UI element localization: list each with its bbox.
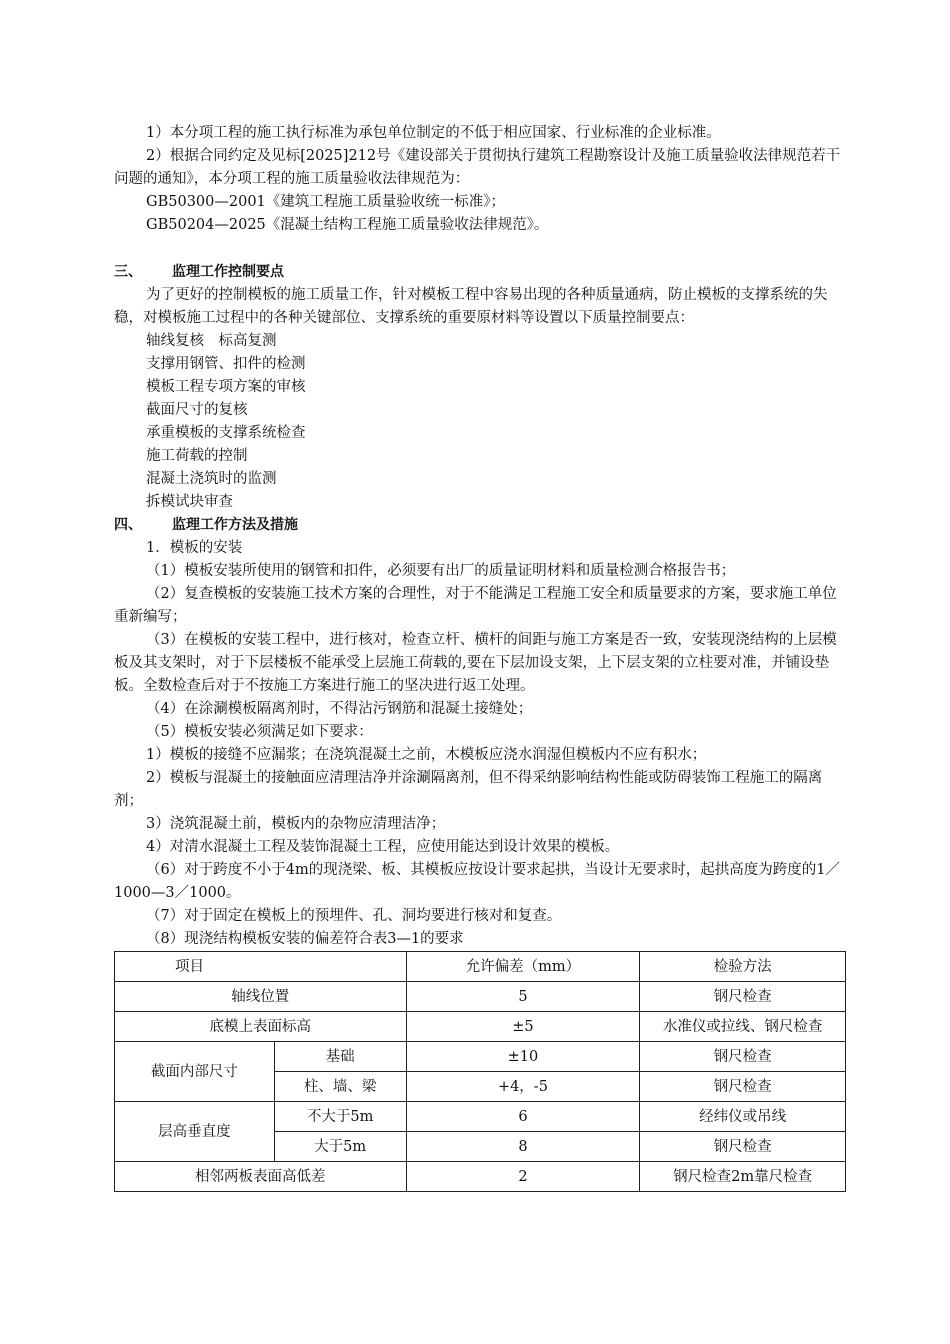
section-heading-4 bbox=[114, 514, 844, 537]
table-cell: 6 bbox=[406, 1102, 640, 1132]
table-cell: 钢尺检查 bbox=[640, 982, 846, 1012]
control-point: 模板工程专项方案的审核 bbox=[146, 379, 306, 395]
paragraph: （4）在涂涮模板隔离剂时，不得沾污钢筋和混凝土接缝处； bbox=[146, 701, 533, 717]
table-cell: 水准仪或拉线、钢尺检查 bbox=[640, 1012, 846, 1042]
table-cell: 底模上表面标高 bbox=[115, 1012, 407, 1042]
paragraph: 4）对清水混凝土工程及装饰混凝土工程，应使用能达到设计效果的模板。 bbox=[146, 839, 620, 855]
document-content bbox=[114, 122, 844, 1192]
table-cell: 轴线位置 bbox=[115, 982, 407, 1012]
section-heading-3 bbox=[114, 261, 844, 284]
paragraph: （8）现浇结构模板安装的偏差符合表3—1的要求 bbox=[146, 931, 464, 947]
table-cell: 钢尺检查2m靠尺检查 bbox=[640, 1162, 846, 1192]
paragraph: （3）在模板的安装工程中，进行核对，检查立杆、横杆的间距与施工方案是否一致，安装现浇结构的上层模板及其支架时，对于下层楼板不能承受上层施工荷载的,要在下层加设支架，上下层支架的立柱要对准，并铺设垫板。全数检查后对于不按施工方案进行施工的坚决进行返工处理。 bbox=[114, 632, 837, 694]
paragraph: 3）浇筑混凝土前，模板内的杂物应清理洁净； bbox=[146, 816, 446, 832]
table-header-cell: 允许偏差（mm） bbox=[406, 952, 640, 982]
table-row bbox=[115, 1012, 846, 1042]
paragraph: GB50204—2025《混凝土结构工程施工质量验收法律规范》。 bbox=[146, 217, 549, 233]
control-point: 承重模板的支撑系统检查 bbox=[146, 425, 306, 441]
spacer bbox=[114, 237, 844, 261]
control-point: 拆模试块审查 bbox=[146, 494, 233, 510]
paragraph: 1．模板的安装 bbox=[146, 540, 243, 556]
paragraph: 1）本分项工程的施工执行标准为承包单位制定的不低于相应国家、行业标准的企业标准。 bbox=[146, 125, 721, 141]
table-cell: 2 bbox=[406, 1162, 640, 1192]
section-number: 四、 bbox=[114, 517, 142, 533]
paragraph: （5）模板安装必须满足如下要求： bbox=[146, 724, 373, 740]
paragraph: 2）根据合同约定及见标[2025]212号《建设部关于贯彻执行建筑工程勘察设计及施工质量验收法律规范若干问题的通知》，本分项工程的施工质量验收法律规范为： bbox=[114, 148, 841, 187]
table-header-row bbox=[115, 952, 846, 982]
table-cell: 钢尺检查 bbox=[640, 1072, 846, 1102]
table-group-label: 层高垂直度 bbox=[115, 1102, 275, 1162]
control-point: 支撑用钢管、扣件的检测 bbox=[146, 356, 306, 372]
table-cell: 大于5m bbox=[274, 1132, 406, 1162]
table-row bbox=[115, 1102, 846, 1132]
table-row bbox=[115, 982, 846, 1012]
table-cell: ±5 bbox=[406, 1012, 640, 1042]
table-header-cell: 项目 bbox=[115, 952, 407, 982]
table-cell: 不大于5m bbox=[274, 1102, 406, 1132]
paragraph: （7）对于固定在模板上的预埋件、孔、洞均要进行核对和复查。 bbox=[146, 908, 562, 924]
control-point: 轴线复核 标高复测 bbox=[146, 333, 277, 349]
table-cell: 柱、墙、梁 bbox=[274, 1072, 406, 1102]
control-point: 施工荷载的控制 bbox=[146, 448, 248, 464]
section-title: 监理工作方法及措施 bbox=[172, 517, 298, 533]
control-point: 截面尺寸的复核 bbox=[146, 402, 248, 418]
table-header-cell: 检验方法 bbox=[640, 952, 846, 982]
table-cell: +4，-5 bbox=[406, 1072, 640, 1102]
table-cell: 钢尺检查 bbox=[640, 1132, 846, 1162]
table-group-label: 截面内部尺寸 bbox=[115, 1042, 275, 1102]
paragraph: 1）模板的接缝不应漏浆；在浇筑混凝土之前，木模板应浇水润湿但模板内不应有积水； bbox=[146, 747, 707, 763]
table-cell: 经纬仪或吊线 bbox=[640, 1102, 846, 1132]
paragraph: GB50300—2001《建筑工程施工质量验收统一标准》； bbox=[146, 194, 506, 210]
paragraph: 2）模板与混凝土的接触面应清理洁净并涂涮隔离剂，但不得采纳影响结构性能或防碍装饰工程施工的隔离剂； bbox=[114, 770, 823, 809]
control-point: 混凝土浇筑时的监测 bbox=[146, 471, 277, 487]
table-cell: ±10 bbox=[406, 1042, 640, 1072]
section-number: 三、 bbox=[114, 264, 142, 280]
table-cell: 钢尺检查 bbox=[640, 1042, 846, 1072]
paragraph: （6）对于跨度不小于4m的现浇梁、板、其模板应按设计要求起拱，当设计无要求时，起拱高度为跨度的1／1000—3／1000。 bbox=[114, 862, 840, 901]
table-row bbox=[115, 1042, 846, 1072]
paragraph: 为了更好的控制模板的施工质量工作，针对模板工程中容易出现的各种质量通病，防止模板的支撑系统的失稳，对模板施工过程中的各种关键部位、支撑系统的重要原材料等设置以下质量控制要点： bbox=[114, 287, 828, 326]
section-title: 监理工作控制要点 bbox=[172, 264, 284, 280]
table-cell: 相邻两板表面高低差 bbox=[115, 1162, 407, 1192]
table-cell: 基础 bbox=[274, 1042, 406, 1072]
table-row bbox=[115, 1162, 846, 1192]
paragraph: （2）复查模板的安装施工技术方案的合理性，对于不能满足工程施工安全和质量要求的方案，要求施工单位重新编写； bbox=[114, 586, 837, 625]
table-cell: 8 bbox=[406, 1132, 640, 1162]
tolerance-table bbox=[114, 951, 846, 1192]
table-cell: 5 bbox=[406, 982, 640, 1012]
paragraph: （1）模板安装所使用的钢管和扣件，必须要有出厂的质量证明材料和质量检测合格报告书； bbox=[146, 563, 736, 579]
